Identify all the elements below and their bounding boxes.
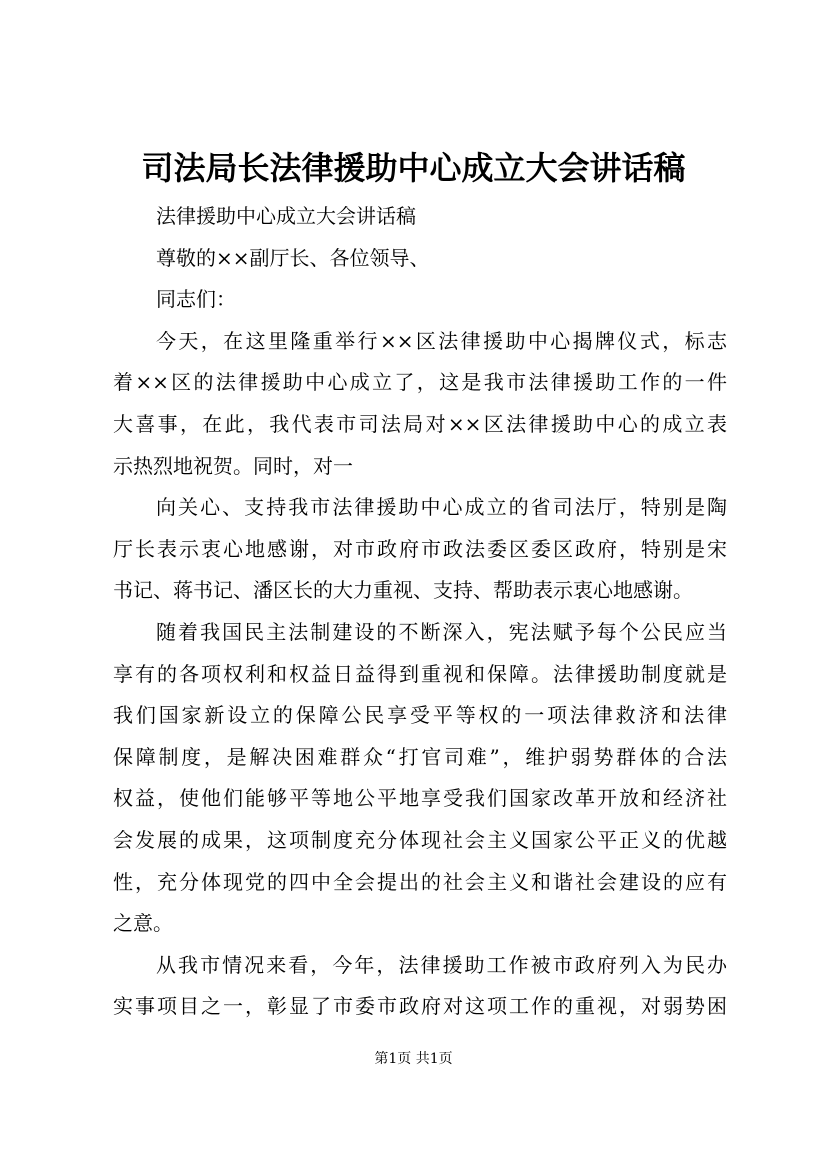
text-line: 权益，使他们能够平等地公平地享受我们国家改革开放和经济社: [113, 786, 727, 811]
text-line: 大喜事，在此，我代表市司法局对××区法律援助中心的成立表: [113, 411, 727, 436]
text-line: 厅长表示衷心地感谢，对市政府市政法委区委区政府，特别是宋: [113, 536, 727, 561]
text-line: 法律援助中心成立大会讲话稿: [156, 204, 416, 228]
text-line: 性，充分体现党的四中全会提出的社会主义和谐社会建设的应有: [113, 869, 727, 894]
text-line: 保障制度，是解决困难群众“打官司难”，维护弱势群体的合法: [113, 744, 727, 769]
text-line: 书记、蒋书记、潘区长的大力重视、支持、帮助表示衷心地感谢。: [113, 578, 693, 603]
text-line: 之意。: [113, 911, 173, 936]
text-line: 同志们：: [156, 287, 236, 312]
document-title: 司法局长法律援助中心成立大会讲话稿: [141, 149, 686, 187]
text-line: 示热烈地祝贺。同时，对一: [113, 453, 353, 478]
text-line: 向关心、支持我市法律援助中心成立的省司法厅，特别是陶: [156, 495, 727, 520]
document-body: [113, 196, 727, 1028]
text-line: 着××区的法律援助中心成立了，这是我市法律援助工作的一件: [113, 370, 727, 395]
text-line: 我们国家新设立的保障公民享受平等权的一项法律救济和法律: [113, 703, 727, 728]
text-line: 从我市情况来看，今年，法律援助工作被市政府列入为民办: [156, 952, 727, 977]
text-line: 尊敬的××副厅长、各位领导、: [156, 245, 430, 270]
text-line: 今天，在这里隆重举行××区法律援助中心揭牌仪式，标志: [156, 328, 727, 353]
text-line: 享有的各项权利和权益日益得到重视和保障。法律援助制度就是: [113, 661, 727, 686]
page-footer: 第1页 共1页: [374, 1051, 453, 1067]
text-line: 会发展的成果，这项制度充分体现社会主义国家公平正义的优越: [113, 827, 727, 852]
text-line: 随着我国民主法制建设的不断深入，宪法赋予每个公民应当: [156, 619, 727, 644]
text-line: 实事项目之一，彰显了市委市政府对这项工作的重视，对弱势困: [113, 994, 727, 1019]
